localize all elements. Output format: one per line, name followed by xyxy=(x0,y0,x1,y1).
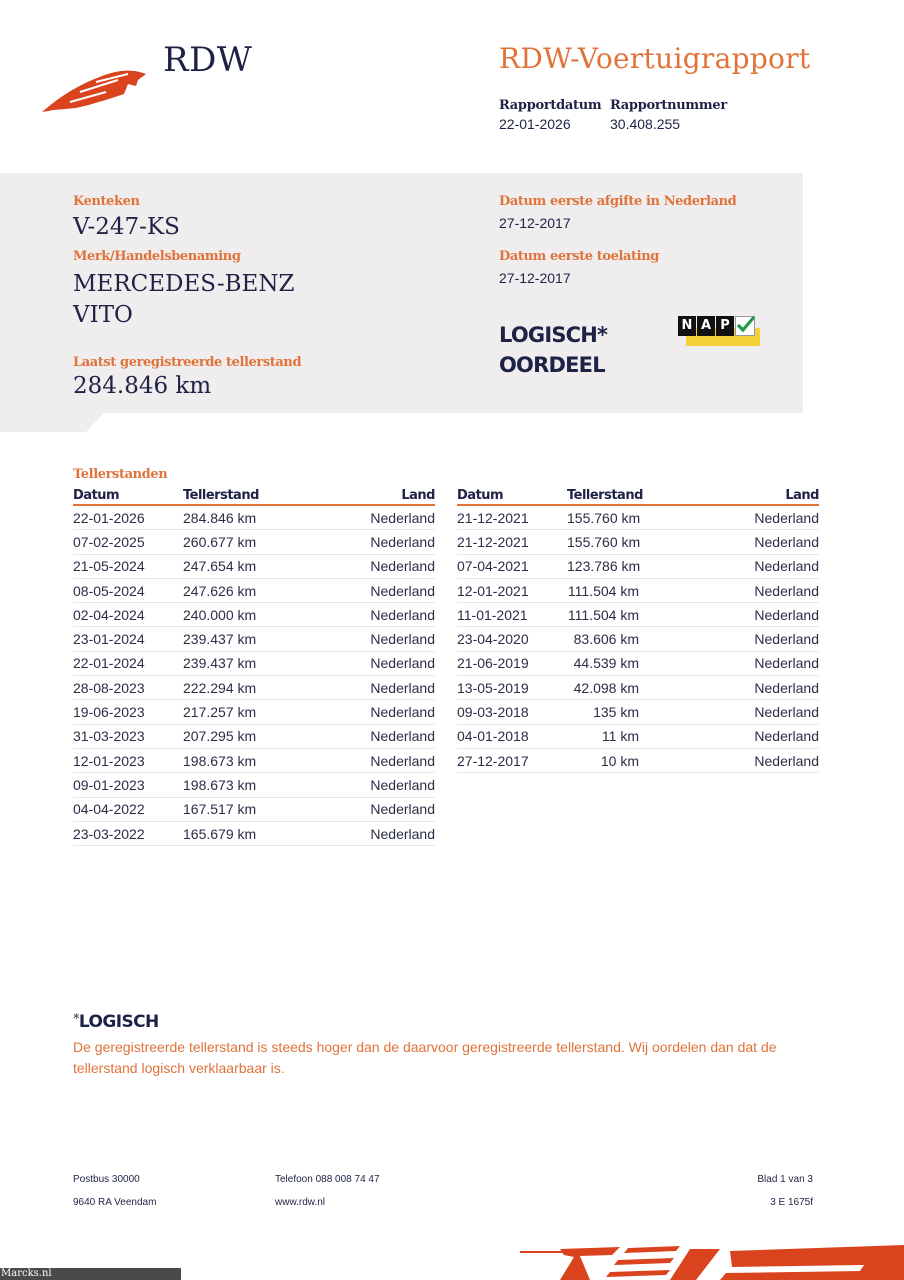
cell-tellerstand: 239.437 km xyxy=(183,631,257,648)
table-row xyxy=(73,579,435,603)
rdw-stripes-decoration xyxy=(520,1243,904,1280)
table-row xyxy=(73,798,435,822)
cell-datum: 22-01-2024 xyxy=(73,655,145,672)
col-tellerstand: Tellerstand xyxy=(183,488,259,503)
cell-datum: 22-01-2026 xyxy=(73,509,145,526)
cell-datum: 27-12-2017 xyxy=(457,752,529,769)
afgifte-value: 27-12-2017 xyxy=(499,215,571,231)
cell-land: Nederland xyxy=(370,533,435,550)
table-header xyxy=(73,488,435,506)
merk-label: Merk/Handelsbenaming xyxy=(73,249,241,264)
meta-label: Rapportdatum xyxy=(499,98,602,113)
meta-rapportnummer xyxy=(610,98,727,132)
meta-value: 30.408.255 xyxy=(610,116,681,132)
cell-datum: 21-05-2024 xyxy=(73,558,145,575)
cell-tellerstand: 207.295 km xyxy=(183,728,257,745)
cell-tellerstand: 247.654 km xyxy=(183,558,257,575)
cell-land: Nederland xyxy=(370,679,435,696)
cell-datum: 09-03-2018 xyxy=(457,704,529,721)
table-row xyxy=(457,627,819,651)
footnote-star: * xyxy=(73,1012,79,1027)
table-row xyxy=(73,749,435,773)
verdict xyxy=(499,320,607,380)
kenteken-label: Kenteken xyxy=(73,194,140,209)
cell-tellerstand: 135 km xyxy=(593,704,639,721)
cell-tellerstand: 111.504 km xyxy=(567,606,639,623)
col-tellerstand: Tellerstand xyxy=(567,488,643,503)
cell-land: Nederland xyxy=(754,704,819,721)
watermark: Marcks.nl xyxy=(0,1268,181,1280)
table-row xyxy=(457,530,819,554)
cell-tellerstand: 240.000 km xyxy=(183,606,257,623)
cell-tellerstand: 167.517 km xyxy=(183,801,257,818)
cell-tellerstand: 247.626 km xyxy=(183,582,257,599)
table-row xyxy=(73,530,435,554)
report-title: RDW-Voertuigrapport xyxy=(499,42,811,75)
footnote-text: De geregistreerde tellerstand is steeds hoger dan de daarvoor geregistreerde tellerstand. Wij oordelen dan dat de tellerstand logisch verklaarbaar is. xyxy=(73,1039,777,1076)
cell-tellerstand: 11 km xyxy=(601,728,639,745)
footer-code: 3 E 1675f xyxy=(770,1197,813,1208)
cell-datum: 04-04-2022 xyxy=(73,801,145,818)
cell-tellerstand: 155.760 km xyxy=(567,509,641,526)
rdw-feather-icon xyxy=(40,58,150,114)
cell-land: Nederland xyxy=(370,606,435,623)
cell-tellerstand: 155.760 km xyxy=(567,533,641,550)
meta-value: 22-01-2026 xyxy=(499,116,571,132)
cell-land: Nederland xyxy=(754,631,819,648)
panel-tab-decoration xyxy=(0,412,105,432)
cell-tellerstand: 83.606 km xyxy=(573,631,639,648)
check-icon xyxy=(735,316,755,336)
footnote-title-text: LOGISCH xyxy=(78,1012,159,1032)
tellerstand-value: 284.846 km xyxy=(73,373,212,399)
cell-datum: 23-03-2022 xyxy=(73,825,145,842)
table-row xyxy=(73,725,435,749)
cell-tellerstand: 198.673 km xyxy=(183,752,257,769)
footer-page-number: Blad 1 van 3 xyxy=(757,1174,813,1185)
cell-land: Nederland xyxy=(370,704,435,721)
cell-land: Nederland xyxy=(370,631,435,648)
cell-datum: 21-12-2021 xyxy=(457,509,529,526)
footnote-title xyxy=(73,1012,159,1032)
cell-tellerstand: 10 km xyxy=(600,752,639,769)
meta-rapportdatum xyxy=(499,98,601,132)
tellerstanden-table-left xyxy=(73,488,435,846)
rdw-logo xyxy=(40,40,260,120)
cell-datum: 07-02-2025 xyxy=(73,533,145,550)
cell-datum: 19-06-2023 xyxy=(73,704,145,721)
toelating-label: Datum eerste toelating xyxy=(499,249,659,264)
table-row xyxy=(73,627,435,651)
table-row xyxy=(457,700,819,724)
table-row xyxy=(73,822,435,846)
cell-datum: 21-12-2021 xyxy=(457,533,529,550)
footer-address-1: Postbus 30000 xyxy=(73,1174,140,1185)
tellerstanden-title: Tellerstanden xyxy=(73,467,168,482)
nap-letter: P xyxy=(716,316,734,336)
cell-tellerstand: 123.786 km xyxy=(567,558,641,575)
cell-datum: 04-01-2018 xyxy=(457,728,529,745)
cell-datum: 28-08-2023 xyxy=(73,679,145,696)
table-row xyxy=(457,652,819,676)
table-row xyxy=(457,676,819,700)
cell-datum: 12-01-2023 xyxy=(73,752,145,769)
table-row xyxy=(457,725,819,749)
cell-land: Nederland xyxy=(370,801,435,818)
verdict-line2: OORDEEL xyxy=(499,353,605,377)
table-row xyxy=(73,555,435,579)
table-row xyxy=(73,603,435,627)
cell-tellerstand: 165.679 km xyxy=(183,825,257,842)
cell-land: Nederland xyxy=(754,533,819,550)
tellerstand-label: Laatst geregistreerde tellerstand xyxy=(73,355,302,370)
cell-tellerstand: 284.846 km xyxy=(183,509,257,526)
cell-tellerstand: 198.673 km xyxy=(183,776,257,793)
cell-tellerstand: 111.504 km xyxy=(567,582,639,599)
table-row xyxy=(73,506,435,530)
col-datum: Datum xyxy=(73,488,120,503)
cell-tellerstand: 44.539 km xyxy=(573,655,639,672)
nap-letter: A xyxy=(697,316,715,336)
cell-datum: 09-01-2023 xyxy=(73,776,145,793)
cell-land: Nederland xyxy=(754,558,819,575)
footer-phone: Telefoon 088 008 74 47 xyxy=(275,1174,380,1185)
cell-land: Nederland xyxy=(370,509,435,526)
nap-letter: N xyxy=(678,316,696,336)
cell-datum: 12-01-2021 xyxy=(457,582,529,599)
cell-land: Nederland xyxy=(754,582,819,599)
nap-badge xyxy=(678,316,760,348)
cell-datum: 31-03-2023 xyxy=(73,728,145,745)
cell-tellerstand: 42.098 km xyxy=(573,679,639,696)
cell-datum: 08-05-2024 xyxy=(73,582,145,599)
table-row xyxy=(457,579,819,603)
cell-land: Nederland xyxy=(370,558,435,575)
cell-land: Nederland xyxy=(370,776,435,793)
col-datum: Datum xyxy=(457,488,504,503)
table-row xyxy=(73,676,435,700)
cell-land: Nederland xyxy=(754,606,819,623)
merk-value: MERCEDES-BENZ xyxy=(73,271,295,297)
afgifte-label: Datum eerste afgifte in Nederland xyxy=(499,194,737,209)
table-row xyxy=(457,555,819,579)
cell-tellerstand: 217.257 km xyxy=(183,704,257,721)
col-land: Land xyxy=(401,488,435,503)
tellerstanden-table-right xyxy=(457,488,819,773)
cell-land: Nederland xyxy=(370,728,435,745)
model-value: VITO xyxy=(73,302,133,328)
table-row xyxy=(73,773,435,797)
cell-datum: 13-05-2019 xyxy=(457,679,529,696)
cell-land: Nederland xyxy=(754,655,819,672)
kenteken-value: V-247-KS xyxy=(73,214,180,240)
cell-datum: 11-01-2021 xyxy=(457,606,528,623)
table-row xyxy=(457,603,819,627)
meta-label: Rapportnummer xyxy=(610,98,727,113)
verdict-line1: LOGISCH* xyxy=(499,323,608,347)
col-land: Land xyxy=(785,488,819,503)
cell-tellerstand: 222.294 km xyxy=(183,679,257,696)
cell-land: Nederland xyxy=(754,679,819,696)
table-row xyxy=(457,506,819,530)
cell-datum: 23-04-2020 xyxy=(457,631,529,648)
cell-land: Nederland xyxy=(370,752,435,769)
toelating-value: 27-12-2017 xyxy=(499,270,571,286)
cell-datum: 07-04-2021 xyxy=(457,558,529,575)
cell-tellerstand: 239.437 km xyxy=(183,655,257,672)
cell-land: Nederland xyxy=(370,825,435,842)
footer-web-link[interactable]: www.rdw.nl xyxy=(275,1197,326,1208)
table-header xyxy=(457,488,819,506)
cell-datum: 02-04-2024 xyxy=(73,606,145,623)
cell-datum: 21-06-2019 xyxy=(457,655,529,672)
footer-address-2: 9640 RA Veendam xyxy=(73,1197,157,1208)
cell-datum: 23-01-2024 xyxy=(73,631,145,648)
cell-tellerstand: 260.677 km xyxy=(183,533,257,550)
table-row xyxy=(73,652,435,676)
cell-land: Nederland xyxy=(754,752,819,769)
cell-land: Nederland xyxy=(370,582,435,599)
logo-text: RDW xyxy=(163,40,253,80)
table-row xyxy=(457,749,819,773)
table-row xyxy=(73,700,435,724)
cell-land: Nederland xyxy=(754,509,819,526)
cell-land: Nederland xyxy=(754,728,819,745)
cell-land: Nederland xyxy=(370,655,435,672)
